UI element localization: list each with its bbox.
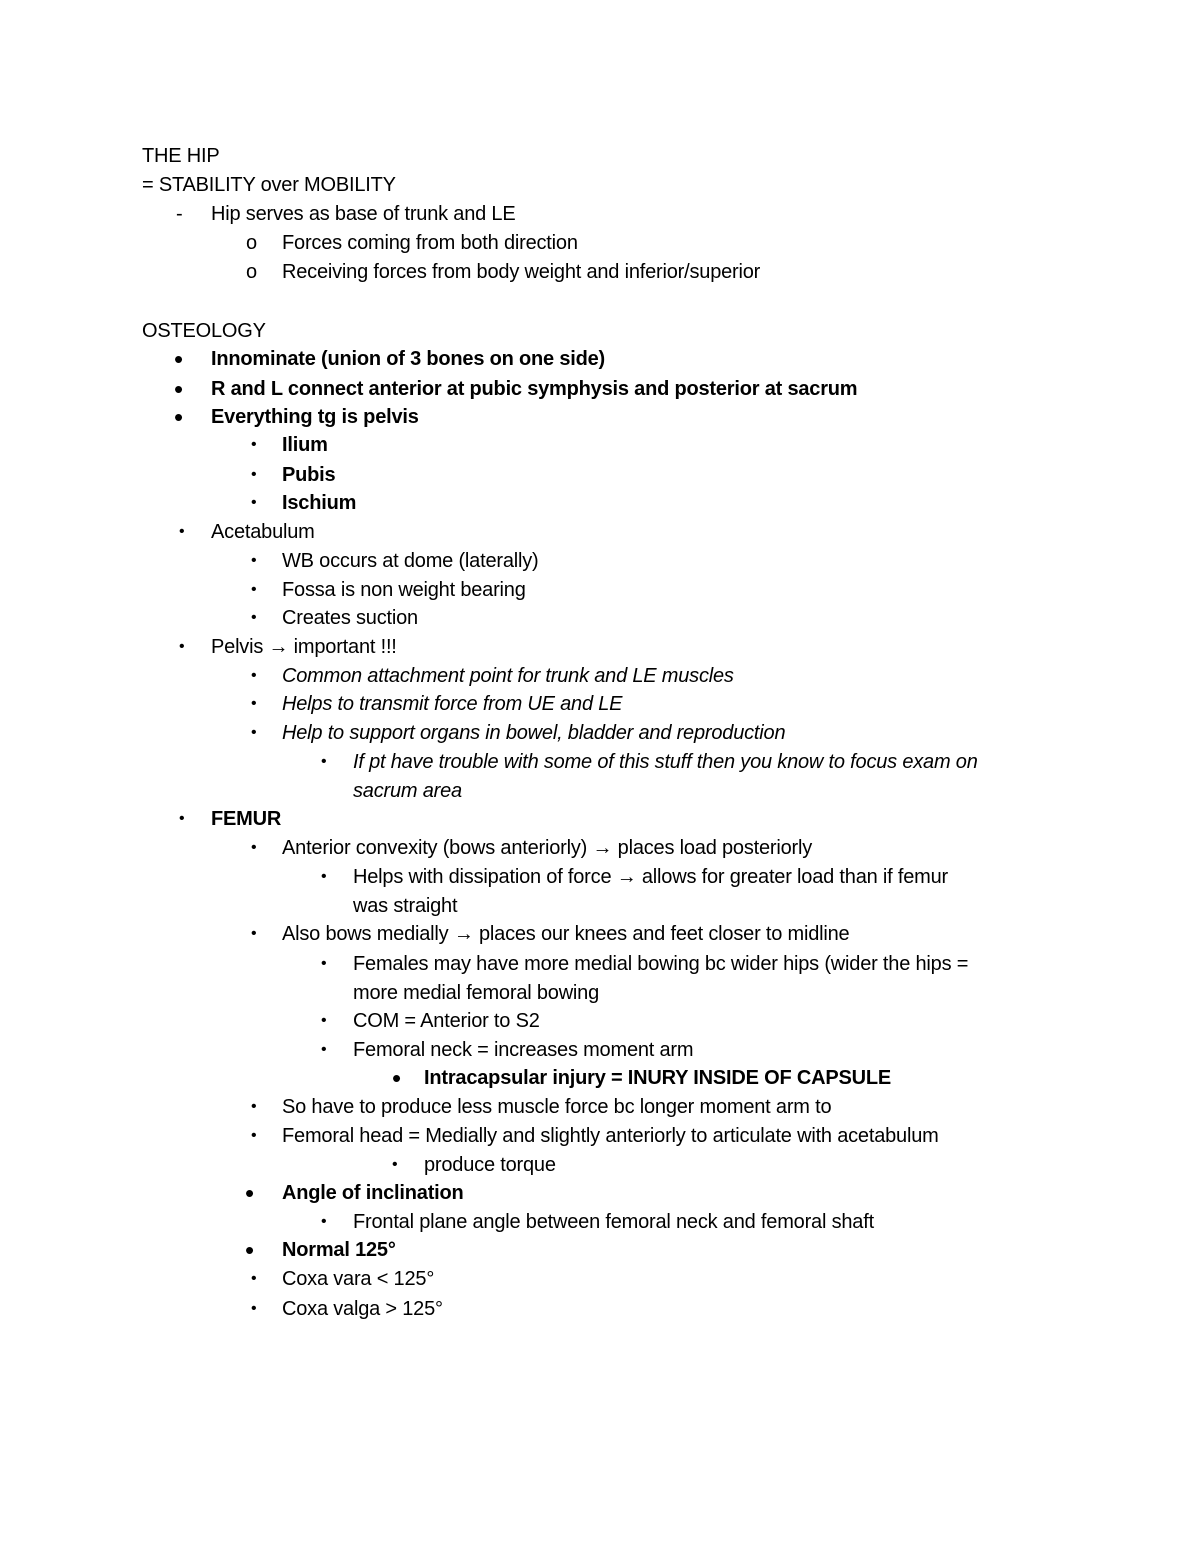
list-item: Also bows medially → places our knees and feet closer to midline: [282, 923, 850, 945]
list-item: Ischium: [282, 492, 357, 514]
bullet-marker: •: [251, 552, 257, 569]
list-item: Common attachment point for trunk and LE muscles: [282, 665, 734, 687]
list-item: Angle of inclination: [282, 1182, 464, 1204]
list-item: WB occurs at dome (laterally): [282, 550, 539, 572]
section-heading: FEMUR: [211, 808, 282, 830]
bullet-marker: •: [321, 753, 327, 770]
bullet-marker: •: [251, 581, 257, 598]
bullet-marker: •: [245, 1235, 255, 1265]
list-item: Forces coming from both direction: [282, 232, 578, 254]
list-item: Helps with dissipation of force → allows for greater load than if femur: [353, 866, 948, 888]
bullet-marker: •: [321, 1213, 327, 1230]
bullet-marker: •: [251, 609, 257, 626]
list-item: Everything tg is pelvis: [211, 406, 419, 428]
bullet-marker: •: [321, 955, 327, 972]
bullet-marker: •: [251, 695, 257, 712]
section-heading: OSTEOLOGY: [142, 320, 266, 342]
bullet-marker: •: [251, 1127, 257, 1144]
list-item: Femoral head = Medially and slightly anteriorly to articulate with acetabulum: [282, 1125, 939, 1147]
subtitle: = STABILITY over MOBILITY: [142, 174, 396, 196]
list-item: Anterior convexity (bows anteriorly) → places load posteriorly: [282, 837, 813, 859]
document-title: THE HIP: [142, 145, 220, 167]
bullet-marker: •: [321, 1041, 327, 1058]
bullet-marker: •: [251, 1300, 257, 1317]
bullet-marker: •: [179, 810, 185, 827]
list-item: Ilium: [282, 434, 328, 456]
bullet-marker: •: [251, 724, 257, 741]
bullet-marker: •: [251, 466, 257, 483]
list-item: Creates suction: [282, 607, 418, 629]
bullet-marker: •: [392, 1156, 398, 1173]
dash-marker: -: [176, 203, 183, 225]
list-item: Pubis: [282, 464, 336, 486]
list-item: So have to produce less muscle force bc longer moment arm to: [282, 1096, 832, 1118]
list-item: Coxa vara < 125°: [282, 1268, 435, 1290]
bullet-marker: •: [251, 925, 257, 942]
list-item: Help to support organs in bowel, bladder and reproduction: [282, 722, 786, 744]
bullet-marker: •: [251, 494, 257, 511]
list-item: Receiving forces from body weight and inferior/superior: [282, 261, 761, 283]
bullet-marker: •: [251, 1098, 257, 1115]
bullet-marker: •: [174, 374, 184, 404]
bullet-marker: •: [174, 344, 184, 374]
list-item: Pelvis → important !!!: [211, 636, 397, 658]
list-item: Femoral neck = increases moment arm: [353, 1039, 694, 1061]
list-item: Frontal plane angle between femoral neck and femoral shaft: [353, 1211, 874, 1233]
bullet-marker: •: [245, 1178, 255, 1208]
list-item: If pt have trouble with some of this stuff then you know to focus exam on: [353, 751, 978, 773]
list-item: Females may have more medial bowing bc wider hips (wider the hips =: [353, 953, 969, 975]
list-item: Intracapsular injury = INURY INSIDE OF CAPSULE: [424, 1067, 892, 1089]
circle-marker: o: [246, 232, 258, 254]
list-item-continuation: more medial femoral bowing: [353, 982, 600, 1004]
list-item: Innominate (union of 3 bones on one side): [211, 348, 606, 370]
list-item: Fossa is non weight bearing: [282, 579, 526, 601]
bullet-marker: •: [179, 638, 185, 655]
list-item: Acetabulum: [211, 521, 315, 543]
list-item: produce torque: [424, 1154, 556, 1176]
list-item-continuation: sacrum area: [353, 780, 462, 802]
list-item: Hip serves as base of trunk and LE: [211, 203, 516, 225]
bullet-marker: •: [251, 667, 257, 684]
list-item: R and L connect anterior at pubic symphysis and posterior at sacrum: [211, 378, 858, 400]
bullet-marker: •: [179, 523, 185, 540]
bullet-marker: •: [321, 868, 327, 885]
bullet-marker: •: [174, 402, 184, 432]
list-item: COM = Anterior to S2: [353, 1010, 540, 1032]
list-item: Normal 125°: [282, 1239, 396, 1261]
bullet-marker: •: [251, 1270, 257, 1287]
list-item: Helps to transmit force from UE and LE: [282, 693, 623, 715]
list-item-continuation: was straight: [353, 895, 458, 917]
list-item: Coxa valga > 125°: [282, 1298, 443, 1320]
bullet-marker: •: [392, 1063, 402, 1093]
circle-marker: o: [246, 261, 258, 283]
bullet-marker: •: [251, 436, 257, 453]
bullet-marker: •: [321, 1012, 327, 1029]
bullet-marker: •: [251, 839, 257, 856]
